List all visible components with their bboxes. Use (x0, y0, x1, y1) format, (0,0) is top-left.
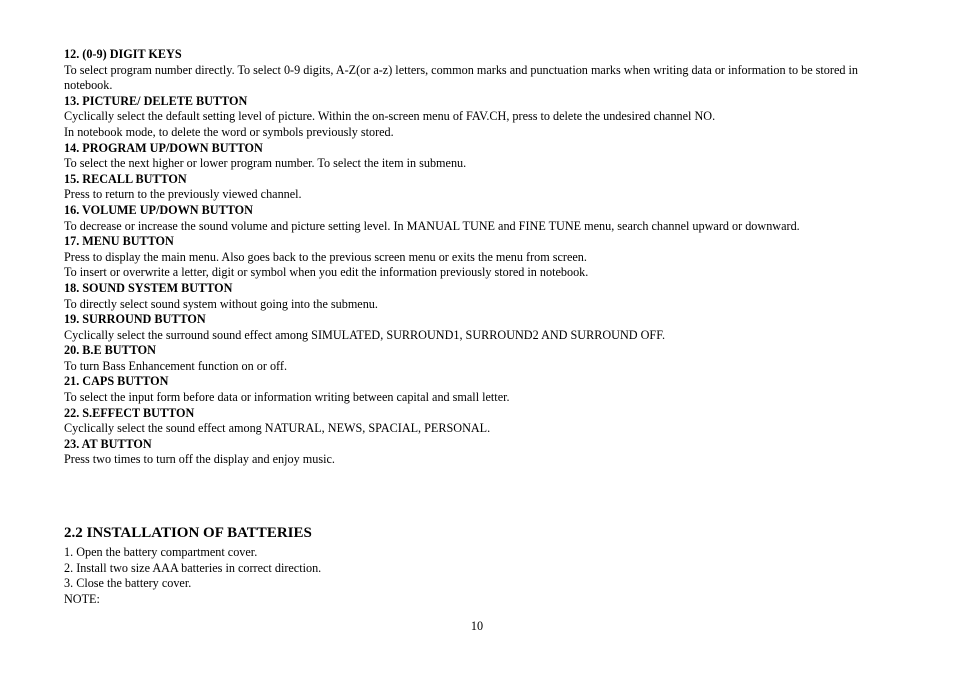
installation-step: 1. Open the battery compartment cover. (64, 545, 258, 560)
button-description-title: 12. (0-9) DIGIT KEYS (64, 47, 182, 61)
button-description-text: To turn Bass Enhancement function on or off. (64, 358, 287, 373)
button-description (64, 94, 890, 141)
button-description-text: Press two times to turn off the display and enjoy music. (64, 452, 335, 467)
button-description (64, 374, 890, 405)
section-heading: 2.2 INSTALLATION OF BATTERIES (64, 525, 312, 542)
button-description (64, 47, 890, 94)
button-description-text: To select the next higher or lower program number. To select the item in submenu. (64, 156, 467, 171)
button-description-text: Cyclically select the default setting level of picture. Within the on-screen menu of FAV.CH, press to delete the undesired channel NO. (64, 109, 716, 124)
manual-page-content (64, 47, 890, 607)
button-description-text: Press to return to the previously viewed channel. (64, 187, 302, 202)
button-description-title: 17. MENU BUTTON (64, 234, 174, 249)
button-description-title: 14. PROGRAM UP/DOWN BUTTON (64, 140, 263, 155)
installation-step: 3. Close the battery cover. (64, 576, 192, 591)
button-description-title: 19. SURROUND BUTTON (64, 312, 206, 327)
button-description-title: 21. CAPS BUTTON (64, 374, 169, 389)
button-description-title: 22. S.EFFECT BUTTON (64, 405, 195, 420)
button-description (64, 141, 890, 172)
button-description (64, 312, 890, 343)
button-description (64, 437, 890, 468)
button-description-text: Cyclically select the sound effect among NATURAL, NEWS, SPACIAL, PERSONAL. (64, 421, 491, 436)
button-description-list (64, 47, 890, 468)
button-description-text: To insert or overwrite a letter, digit or symbol when you edit the information previously stored in notebook. (64, 265, 589, 280)
button-description (64, 172, 890, 203)
button-description-title: 13. PICTURE/ DELETE BUTTON (64, 93, 248, 108)
button-description-text: To directly select sound system without going into the submenu. (64, 296, 378, 311)
button-description-text: To select program number directly. To select 0-9 digits, A-Z(or a-z) letters, common marks and punctuation marks when writing data or information to be stored in notebook. (64, 62, 858, 93)
installation-steps (64, 545, 890, 607)
button-description-text: To select the input form before data or information writing between capital and small letter. (64, 390, 510, 405)
button-description-text: In notebook mode, to delete the word or symbols previously stored. (64, 124, 394, 139)
button-description (64, 343, 890, 374)
button-description (64, 203, 890, 234)
button-description-title: 23. AT BUTTON (64, 436, 152, 451)
button-description-text: To decrease or increase the sound volume and picture setting level. In MANUAL TUNE and FINE TUNE menu, search channel upward or downward. (64, 218, 800, 233)
button-description-title: 20. B.E BUTTON (64, 343, 156, 358)
button-description-text: Press to display the main menu. Also goes back to the previous screen menu or exits the menu from screen. (64, 249, 587, 264)
button-description-title: 18. SOUND SYSTEM BUTTON (64, 280, 233, 295)
button-description (64, 281, 890, 312)
button-description-title: 15. RECALL BUTTON (64, 171, 187, 186)
button-description (64, 406, 890, 437)
installation-step: 2. Install two size AAA batteries in correct direction. (64, 560, 322, 575)
button-description-title: 16. VOLUME UP/DOWN BUTTON (64, 202, 253, 217)
page-number: 10 (470, 619, 484, 633)
button-description (64, 234, 890, 281)
button-description-text: Cyclically select the surround sound effect among SIMULATED, SURROUND1, SURROUND2 AND SURROUND OFF. (64, 327, 666, 342)
installation-step: NOTE: (64, 591, 100, 606)
